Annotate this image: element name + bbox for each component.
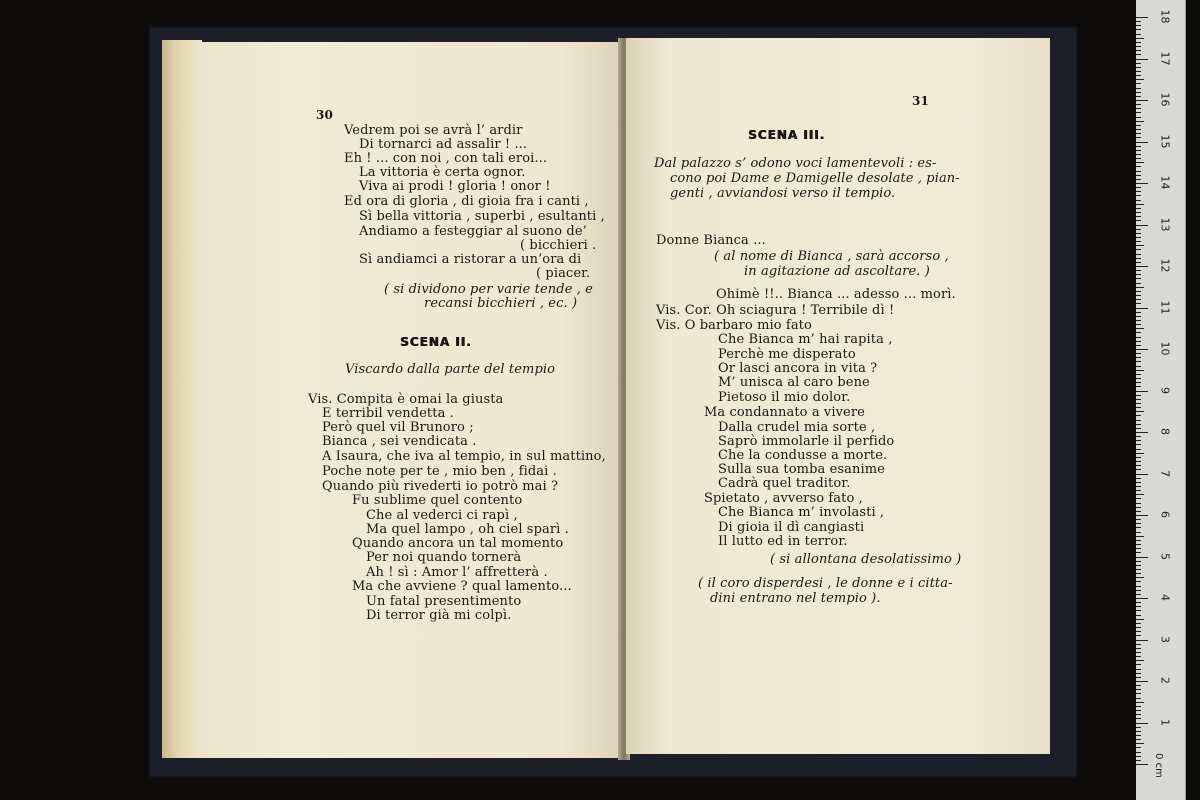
ruler-number: 4 xyxy=(1158,594,1172,601)
text-line: Ma quel lampo , oh ciel sparì . xyxy=(366,522,569,537)
ruler-tick xyxy=(1136,29,1141,30)
ruler-tick xyxy=(1136,59,1148,60)
ruler-tick xyxy=(1136,569,1141,570)
ruler-tick xyxy=(1136,581,1141,582)
ruler-tick xyxy=(1136,723,1148,724)
ruler-tick xyxy=(1136,743,1144,744)
ruler-tick xyxy=(1136,610,1141,611)
ruler-tick xyxy=(1136,42,1141,43)
ruler-tick xyxy=(1136,444,1141,445)
text-line: Ah ! sì : Amor l’ affretterà . xyxy=(366,565,548,580)
stage-direction: genti , avviandosi verso il tempio. xyxy=(670,186,896,201)
ruler-tick xyxy=(1136,735,1141,736)
text-line: Vedrem poi se avrà l’ ardir xyxy=(344,123,523,138)
ruler-tick xyxy=(1136,527,1141,528)
ruler-number: 6 xyxy=(1158,511,1172,518)
text-line: Di tornarci ad assalir ! ... xyxy=(359,137,528,152)
ruler-tick xyxy=(1136,706,1141,707)
stage-direction: ( si allontana desolatissimo ) xyxy=(770,552,962,567)
ruler-tick xyxy=(1136,191,1141,192)
page-number: 31 xyxy=(912,94,929,108)
right-page xyxy=(626,38,1050,754)
ruler-tick xyxy=(1136,208,1141,209)
ruler-tick xyxy=(1136,548,1141,549)
ruler-tick xyxy=(1136,382,1141,383)
ruler-tick xyxy=(1136,428,1141,429)
ruler-tick xyxy=(1136,685,1141,686)
ruler-tick xyxy=(1136,353,1141,354)
ruler-tick xyxy=(1136,278,1141,279)
ruler-tick xyxy=(1136,96,1141,97)
ruler-number: 12 xyxy=(1158,258,1172,273)
ruler-tick xyxy=(1136,212,1141,213)
ruler-tick xyxy=(1136,594,1141,595)
ruler-tick xyxy=(1136,673,1141,674)
ruler-tick xyxy=(1136,299,1141,300)
ruler-tick xyxy=(1136,440,1141,441)
ruler-tick xyxy=(1136,403,1141,404)
stage-direction: in agitazione ad ascoltare. ) xyxy=(744,264,930,279)
ruler-number: 1 xyxy=(1158,718,1172,726)
text-line: Sì bella vittoria , superbi , esultanti , xyxy=(359,209,605,224)
ruler-tick xyxy=(1136,436,1141,437)
ruler-tick xyxy=(1136,503,1141,504)
ruler-tick xyxy=(1136,486,1141,487)
ruler-tick xyxy=(1136,557,1148,558)
ruler-tick xyxy=(1136,17,1148,18)
ruler-tick xyxy=(1136,146,1141,147)
ruler-tick xyxy=(1136,656,1141,657)
text-line: E terribil vendetta . xyxy=(322,406,454,421)
ruler-tick xyxy=(1136,366,1141,367)
ruler-number: 10 xyxy=(1158,341,1172,356)
ruler-tick xyxy=(1136,324,1141,325)
ruler-number: 18 xyxy=(1158,9,1172,24)
text-line: Di terror già mi colpì. xyxy=(366,608,512,623)
ruler-tick xyxy=(1136,266,1148,267)
text-line: La vittoria è certa ognor. xyxy=(359,165,526,180)
ruler-tick xyxy=(1136,619,1144,620)
ruler-tick xyxy=(1136,158,1141,159)
ruler-tick xyxy=(1136,225,1148,226)
stage-direction: cono poi Dame e Damigelle desolate , pian- xyxy=(670,171,960,186)
ruler-tick xyxy=(1136,573,1141,574)
ruler-number: 3 xyxy=(1158,635,1172,643)
ruler-tick xyxy=(1136,71,1141,72)
text-line: Vis. Cor. Oh sciagura ! Terribile dì ! xyxy=(656,303,895,318)
ruler-tick xyxy=(1136,88,1141,89)
text-line: ( bicchieri . xyxy=(520,238,597,253)
ruler-tick xyxy=(1136,54,1141,55)
text-line: Fu sublime quel contento xyxy=(352,493,523,508)
ruler-tick xyxy=(1136,399,1141,400)
page-number: 30 xyxy=(316,108,333,122)
text-line: Che Bianca m’ hai rapita , xyxy=(718,332,893,347)
ruler-tick xyxy=(1136,108,1141,109)
ruler-tick xyxy=(1136,187,1141,188)
ruler-tick xyxy=(1136,341,1141,342)
ruler-tick xyxy=(1136,154,1141,155)
text-line: Dalla crudel mia sorte , xyxy=(718,420,876,435)
ruler-tick xyxy=(1136,756,1141,757)
ruler-tick xyxy=(1136,602,1141,603)
ruler-number: 16 xyxy=(1158,92,1172,107)
text-line: Vis. O barbaro mio fato xyxy=(656,318,812,333)
ruler-tick xyxy=(1136,660,1144,661)
ruler-tick xyxy=(1136,92,1141,93)
ruler-tick xyxy=(1136,162,1144,163)
measuring-ruler xyxy=(1136,0,1186,800)
ruler-tick xyxy=(1136,718,1141,719)
ruler-tick xyxy=(1136,714,1141,715)
ruler-tick xyxy=(1136,760,1141,761)
text-line: ( piacer. xyxy=(536,266,591,281)
ruler-tick xyxy=(1136,195,1141,196)
text-line: Donne Bianca ... xyxy=(656,233,766,248)
ruler-number: 7 xyxy=(1158,469,1172,477)
stage-direction: recansi bicchieri , ec. ) xyxy=(424,296,578,311)
ruler-tick xyxy=(1136,465,1141,466)
ruler-tick xyxy=(1136,245,1144,246)
ruler-tick xyxy=(1136,739,1141,740)
ruler-tick xyxy=(1136,540,1141,541)
ruler-tick xyxy=(1136,262,1141,263)
ruler-tick xyxy=(1136,561,1141,562)
ruler-tick xyxy=(1136,710,1141,711)
ruler-tick xyxy=(1136,249,1141,250)
ruler-tick xyxy=(1136,283,1141,284)
text-line: Bianca , sei vendicata . xyxy=(322,434,477,449)
ruler-tick xyxy=(1136,623,1141,624)
ruler-tick xyxy=(1136,63,1141,64)
stage-direction: Dal palazzo s’ odono voci lamentevoli : es- xyxy=(654,156,937,171)
ruler-tick xyxy=(1136,702,1144,703)
ruler-number: 2 xyxy=(1158,677,1172,684)
ruler-tick xyxy=(1136,411,1144,412)
ruler-number: 8 xyxy=(1158,428,1172,435)
text-line: Quando più rivederti io potrò mai ? xyxy=(322,479,559,494)
text-line: Quando ancora un tal momento xyxy=(352,536,564,551)
ruler-number: 5 xyxy=(1158,552,1172,560)
ruler-tick xyxy=(1136,295,1141,296)
ruler-tick xyxy=(1136,370,1144,371)
ruler-tick xyxy=(1136,308,1148,309)
ruler-tick xyxy=(1136,536,1144,537)
ruler-tick xyxy=(1136,693,1141,694)
ruler-tick xyxy=(1136,453,1144,454)
ruler-tick xyxy=(1136,424,1141,425)
ruler-tick xyxy=(1136,171,1141,172)
ruler-tick xyxy=(1136,378,1141,379)
text-line: Perchè me disperato xyxy=(718,347,856,362)
ruler-tick xyxy=(1136,544,1141,545)
ruler-tick xyxy=(1136,474,1148,475)
text-line: Or lasci ancora in vita ? xyxy=(718,361,878,376)
text-line: Però quel vil Brunoro ; xyxy=(322,420,474,435)
ruler-tick xyxy=(1136,689,1141,690)
ruler-number: 9 xyxy=(1158,386,1172,394)
ruler-tick xyxy=(1136,229,1141,230)
ruler-unit-label: 0 cm xyxy=(1152,753,1164,778)
ruler-tick xyxy=(1136,457,1141,458)
ruler-tick xyxy=(1136,287,1144,288)
ruler-tick xyxy=(1136,337,1141,338)
ruler-tick xyxy=(1136,681,1148,682)
ruler-tick xyxy=(1136,627,1141,628)
ruler-tick xyxy=(1136,664,1141,665)
ruler-tick xyxy=(1136,415,1141,416)
ruler-tick xyxy=(1136,635,1141,636)
page-edges xyxy=(162,40,202,758)
ruler-tick xyxy=(1136,727,1141,728)
ruler-tick xyxy=(1136,175,1141,176)
text-line: Spietato , avverso fato , xyxy=(704,491,863,506)
ruler-tick xyxy=(1136,523,1141,524)
ruler-tick xyxy=(1136,395,1141,396)
ruler-tick xyxy=(1136,38,1144,39)
text-line: A Isaura, che iva al tempio, in sul mattino, xyxy=(322,449,606,464)
ruler-tick xyxy=(1136,142,1148,143)
ruler-tick xyxy=(1136,652,1141,653)
text-line: Eh ! ... con noi , con tali eroi... xyxy=(344,151,548,166)
ruler-tick xyxy=(1136,357,1141,358)
ruler-tick xyxy=(1136,374,1141,375)
ruler-tick xyxy=(1136,361,1141,362)
ruler-tick xyxy=(1136,216,1141,217)
ruler-tick xyxy=(1136,752,1141,753)
ruler-tick xyxy=(1136,432,1148,433)
ruler-tick xyxy=(1136,606,1141,607)
ruler-tick xyxy=(1136,590,1141,591)
ruler-tick xyxy=(1136,312,1141,313)
ruler-tick xyxy=(1136,449,1141,450)
ruler-tick xyxy=(1136,552,1141,553)
ruler-tick xyxy=(1136,490,1141,491)
ruler-tick xyxy=(1136,50,1141,51)
ruler-tick xyxy=(1136,220,1141,221)
ruler-tick xyxy=(1136,677,1141,678)
text-line: Cadrà quel traditor. xyxy=(718,476,851,491)
ruler-tick xyxy=(1136,698,1141,699)
ruler-tick xyxy=(1136,21,1141,22)
ruler-tick xyxy=(1136,179,1141,180)
ruler-tick xyxy=(1136,150,1141,151)
ruler-number: 15 xyxy=(1158,134,1172,148)
scene-setting: Viscardo dalla parte del tempio xyxy=(345,362,556,377)
ruler-tick xyxy=(1136,615,1141,616)
ruler-tick xyxy=(1136,565,1141,566)
ruler-tick xyxy=(1136,731,1141,732)
ruler-tick xyxy=(1136,133,1141,134)
ruler-tick xyxy=(1136,498,1141,499)
ruler-tick xyxy=(1136,204,1144,205)
ruler-tick xyxy=(1136,233,1141,234)
ruler-tick xyxy=(1136,586,1141,587)
stage-direction: ( si dividono per varie tende , e xyxy=(384,282,593,297)
ruler-tick xyxy=(1136,100,1148,101)
ruler-tick xyxy=(1136,34,1141,35)
ruler-tick xyxy=(1136,79,1144,80)
stage-direction: ( il coro disperdesi , le donne e i citta- xyxy=(698,576,953,591)
ruler-tick xyxy=(1136,507,1141,508)
ruler-tick xyxy=(1136,254,1141,255)
ruler-tick xyxy=(1136,519,1141,520)
ruler-tick xyxy=(1136,137,1141,138)
text-line: Ma condannato a vivere xyxy=(704,405,865,420)
ruler-tick xyxy=(1136,515,1148,516)
ruler-number: 13 xyxy=(1158,217,1172,231)
text-line: Sulla sua tomba esanime xyxy=(718,462,885,477)
stage-direction: dini entrano nel tempio ). xyxy=(710,591,881,606)
text-line: M’ unisca al caro bene xyxy=(718,375,870,390)
ruler-tick xyxy=(1136,494,1144,495)
ruler-tick xyxy=(1136,478,1141,479)
ruler-tick xyxy=(1136,183,1148,184)
left-page xyxy=(198,42,622,758)
ruler-tick xyxy=(1136,258,1141,259)
ruler-tick xyxy=(1136,764,1148,765)
ruler-tick xyxy=(1136,25,1141,26)
ruler-tick xyxy=(1136,747,1141,748)
text-line: Sì andiamci a ristorar a un’ora di xyxy=(359,252,582,267)
ruler-tick xyxy=(1136,386,1141,387)
text-line: Di gioia il dì cangiasti xyxy=(718,520,865,535)
ruler-tick xyxy=(1136,316,1141,317)
ruler-tick xyxy=(1136,274,1141,275)
ruler-tick xyxy=(1136,75,1141,76)
ruler-tick xyxy=(1136,420,1141,421)
ruler-tick xyxy=(1136,117,1141,118)
ruler-tick xyxy=(1136,482,1141,483)
ruler-tick xyxy=(1136,112,1141,113)
ruler-tick xyxy=(1136,349,1148,350)
text-line: Vis. Compita è omai la giusta xyxy=(308,392,504,407)
ruler-tick xyxy=(1136,407,1141,408)
ruler-tick xyxy=(1136,83,1141,84)
ruler-tick xyxy=(1136,469,1141,470)
ruler-tick xyxy=(1136,328,1144,329)
text-line: Pietoso il mio dolor. xyxy=(718,390,851,405)
text-line: Ma che avviene ? qual lamento... xyxy=(352,579,572,594)
ruler-tick xyxy=(1136,644,1141,645)
ruler-tick xyxy=(1136,320,1141,321)
text-line: Il lutto ed in terror. xyxy=(718,534,848,549)
text-line: Ed ora di gloria , di gioia fra i canti , xyxy=(344,194,589,209)
text-line: Per noi quando tornerà xyxy=(366,550,522,565)
ruler-tick xyxy=(1136,332,1141,333)
ruler-tick xyxy=(1136,461,1141,462)
ruler-tick xyxy=(1136,237,1141,238)
text-line: Che la condusse a morte. xyxy=(718,448,888,463)
scene-heading: SCENA III. xyxy=(748,128,826,142)
text-line: Viva ai prodi ! gloria ! onor ! xyxy=(359,179,551,194)
ruler-tick xyxy=(1136,345,1141,346)
ruler-tick xyxy=(1136,577,1144,578)
text-line: Andiamo a festeggiar al suono de’ xyxy=(359,224,587,239)
ruler-tick xyxy=(1136,46,1141,47)
text-line: Poche note per te , mio ben , fidai . xyxy=(322,464,557,479)
ruler-tick xyxy=(1136,104,1141,105)
ruler-tick xyxy=(1136,532,1141,533)
ruler-tick xyxy=(1136,598,1148,599)
ruler-number: 14 xyxy=(1158,175,1172,190)
ruler-tick xyxy=(1136,669,1141,670)
ruler-tick xyxy=(1136,166,1141,167)
ruler-tick xyxy=(1136,511,1141,512)
stage-direction: ( al nome di Bianca , sarà accorso , xyxy=(714,249,949,264)
ruler-tick xyxy=(1136,391,1148,392)
text-line: Ohimè !!.. Bianca ... adesso ... morì. xyxy=(716,287,956,302)
text-line: Che al vederci ci rapì , xyxy=(366,508,518,523)
text-line: Saprò immolarle il perfido xyxy=(718,434,895,449)
ruler-tick xyxy=(1136,67,1141,68)
text-line: Che Bianca m’ involasti , xyxy=(718,505,885,520)
ruler-tick xyxy=(1136,631,1141,632)
text-line: Un fatal presentimento xyxy=(366,594,522,609)
ruler-number: 11 xyxy=(1158,300,1172,314)
ruler-tick xyxy=(1136,291,1141,292)
ruler-tick xyxy=(1136,270,1141,271)
ruler-tick xyxy=(1136,241,1141,242)
ruler-number: 17 xyxy=(1158,51,1172,65)
scene-heading: SCENA II. xyxy=(400,335,472,349)
ruler-tick xyxy=(1136,200,1141,201)
ruler-tick xyxy=(1136,129,1141,130)
ruler-tick xyxy=(1136,648,1141,649)
ruler-tick xyxy=(1136,121,1144,122)
ruler-tick xyxy=(1136,125,1141,126)
ruler-tick xyxy=(1136,640,1148,641)
ruler-tick xyxy=(1136,303,1141,304)
